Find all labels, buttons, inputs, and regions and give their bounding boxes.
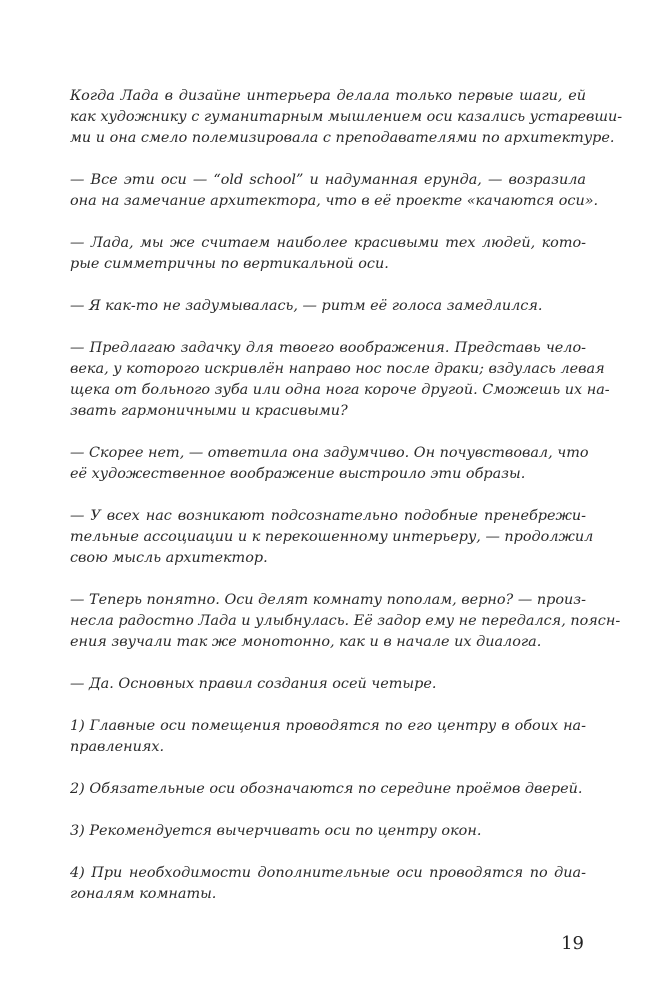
text-line: несла радостно Лада и улыбнулась. Её задор ему не передался, поясн-: [70, 613, 621, 629]
paragraph: [70, 233, 586, 275]
text-line: правлениях.: [70, 739, 165, 755]
text-line: — Я как-то не задумывалась, — ритм её голоса замедлился.: [70, 298, 543, 314]
paragraph: [70, 506, 594, 569]
text-line: 3) Рекомендуется вычерчивать оси по центру окон.: [70, 823, 482, 839]
paragraph: [70, 443, 589, 485]
paragraph: [70, 86, 623, 149]
text-line: века, у которого искривлён направо нос после драки; вздулась левая: [70, 361, 605, 377]
text-line: как художнику с гуманитарным мышлением оси казались устаревши-: [70, 109, 623, 125]
text-line: — Предлагаю задачку для твоего воображения. Представь чело-: [70, 340, 586, 356]
list-item: [70, 716, 586, 758]
text-line: ения звучали так же монотонно, как и в начале их диалога.: [70, 634, 542, 650]
text-line: — Лада, мы же считаем наиболее красивыми тех людей, кото-: [70, 235, 586, 251]
paragraph: [70, 674, 586, 695]
paragraph: [70, 296, 586, 317]
text-line: 2) Обязательные оси обозначаются по середине проёмов дверей.: [70, 781, 583, 797]
text-line: звать гармоничными и красивыми?: [70, 403, 348, 419]
text-line: — Все эти оси — “old school” и надуманная ерунда, — возразила: [70, 172, 586, 188]
page-body: [70, 86, 623, 905]
paragraph: [70, 590, 621, 653]
text-line: — Да. Основных правил создания осей четыре.: [70, 676, 437, 692]
list-item: [70, 779, 586, 800]
text-line: её художественное воображение выстроило эти образы.: [70, 466, 526, 482]
list-item: [70, 863, 586, 905]
paragraph: [70, 338, 610, 422]
page-number: 19: [561, 933, 584, 954]
text-line: — Скорее нет, — ответила она задумчиво. Он почувствовал, что: [70, 445, 589, 461]
text-line: она на замечание архитектора, что в её проекте «качаются оси».: [70, 193, 599, 209]
text-line: ми и она смело полемизировала с преподавателями по архитектуре.: [70, 130, 615, 146]
paragraph: [70, 170, 599, 212]
text-line: — У всех нас возникают подсознательно подобные пренебрежи-: [70, 508, 586, 524]
text-line: свою мысль архитектор.: [70, 550, 268, 566]
text-line: — Теперь понятно. Оси делят комнату пополам, верно? — произ-: [70, 592, 586, 608]
list-item: [70, 821, 586, 842]
text-line: 1) Главные оси помещения проводятся по его центру в обоих на-: [70, 718, 586, 734]
text-line: рые симметричны по вертикальной оси.: [70, 256, 389, 272]
text-line: гоналям комнаты.: [70, 886, 217, 902]
text-line: щека от больного зуба или одна нога короче другой. Сможешь их на-: [70, 382, 610, 398]
text-line: Когда Лада в дизайне интерьера делала только первые шаги, ей: [70, 88, 586, 104]
text-line: 4) При необходимости дополнительные оси проводятся по диа-: [70, 865, 586, 881]
text-line: тельные ассоциации и к перекошенному интерьеру, — продолжил: [70, 529, 594, 545]
